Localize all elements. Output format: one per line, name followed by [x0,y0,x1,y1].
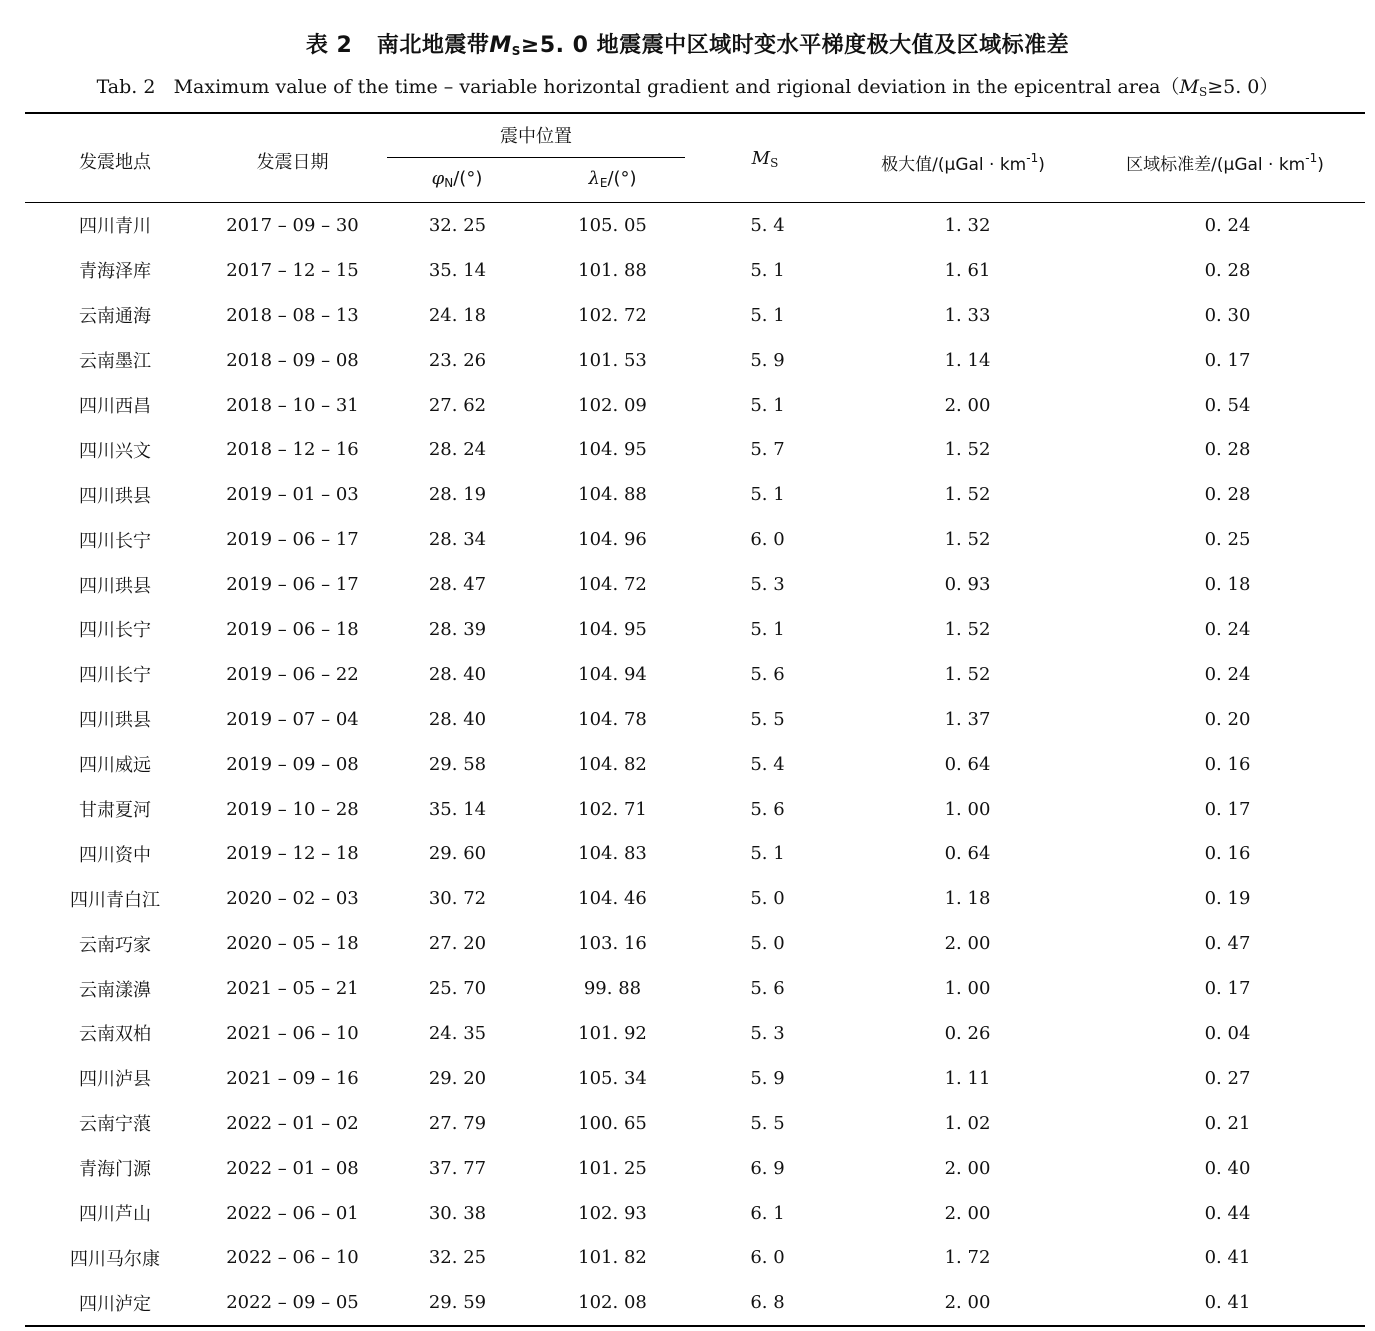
cell-magnitude: 5. 9 [750,1067,785,1089]
table-caption-chinese [0,28,1375,59]
cell-max-value: 2. 00 [944,1157,991,1179]
table-body [25,203,1365,1325]
cell-location: 四川威远 [79,755,151,777]
table-row [25,248,1365,293]
cell-max-value: 1. 11 [944,1067,991,1089]
cell-max-value: 1. 33 [944,304,991,326]
cell-magnitude: 5. 4 [750,214,785,236]
cell-longitude: 104. 83 [578,843,647,865]
cell-longitude: 104. 82 [578,753,647,775]
cell-max-value: 1. 72 [944,1247,991,1269]
cell-date: 2020 – 05 – 18 [226,933,359,955]
cell-magnitude: 5. 1 [750,304,785,326]
cell-date: 2018 – 10 – 31 [226,394,359,416]
lon-symbol: λ [588,168,600,189]
max-value-sup: -1 [1026,151,1039,165]
caption-cn-ms-sub: S [511,44,521,58]
cell-location: 甘肃夏河 [79,800,151,822]
cell-regional-sd: 0. 17 [1204,349,1251,371]
cell-regional-sd: 0. 20 [1204,708,1251,730]
caption-cn-text-after: ≥5. 0 地震震中区域时变水平梯度极大值及区域标准差 [520,33,1070,58]
cell-longitude: 99. 88 [583,978,642,1000]
cell-max-value: 1. 32 [944,214,991,236]
cell-regional-sd: 0. 54 [1204,394,1251,416]
cell-longitude: 102. 72 [578,304,647,326]
cell-max-value: 2. 00 [944,394,991,416]
cell-location: 四川珙县 [79,710,151,732]
cell-location: 四川长宁 [79,665,151,687]
cell-latitude: 27. 20 [428,933,487,955]
max-value-label: 极大值/(μGal · km [881,155,1027,175]
cell-location: 云南墨江 [79,351,151,373]
cell-magnitude: 5. 6 [750,663,785,685]
cell-magnitude: 5. 5 [750,1112,785,1134]
cell-latitude: 27. 79 [428,1112,487,1134]
table-row [25,921,1365,966]
regional-sd-label: 区域标准差/(μGal · km [1126,155,1306,175]
header-longitude [540,168,685,190]
cell-latitude: 24. 35 [428,1022,487,1044]
cell-longitude: 105. 34 [578,1067,647,1089]
caption-en-label: Tab. 2 [96,76,156,98]
cell-longitude: 104. 96 [578,529,647,551]
table-row [25,876,1365,921]
caption-en-text: Maximum value of the time – variable horizontal gradient and rigional deviation in the epicentral area（ [173,76,1180,98]
cell-magnitude: 5. 7 [750,439,785,461]
cell-longitude: 104. 94 [578,663,647,685]
epicenter-group-rule [387,157,685,158]
ms-sub: S [770,156,779,170]
table-row [25,1191,1365,1236]
cell-magnitude: 5. 6 [750,798,785,820]
cell-regional-sd: 0. 24 [1204,214,1251,236]
cell-max-value: 2. 00 [944,933,991,955]
cell-latitude: 29. 20 [428,1067,487,1089]
caption-cn-text-before: 南北地震带 [376,33,490,58]
cell-date: 2022 – 06 – 10 [226,1247,359,1269]
cell-max-value: 1. 52 [944,439,991,461]
cell-location: 四川芦山 [79,1204,151,1226]
cell-date: 2021 – 05 – 21 [226,978,359,1000]
cell-longitude: 104. 88 [578,484,647,506]
cell-max-value: 0. 93 [944,574,991,596]
cell-longitude: 100. 65 [578,1112,647,1134]
regional-sd-sup: -1 [1305,151,1318,165]
cell-location: 青海门源 [79,1159,151,1181]
header-max-value [848,150,1078,175]
cell-location: 四川长宁 [79,620,151,642]
lat-unit: /(°) [453,168,483,189]
cell-max-value: 0. 64 [944,843,991,865]
cell-magnitude: 5. 5 [750,708,785,730]
header-latitude [387,168,527,190]
cell-magnitude: 5. 1 [750,484,785,506]
table-row [25,742,1365,787]
cell-max-value: 1. 14 [944,349,991,371]
table-row [25,427,1365,472]
cell-location: 云南漾濞 [79,979,151,1001]
cell-latitude: 30. 38 [428,1202,487,1224]
lon-unit: /(°) [607,168,637,189]
cell-max-value: 1. 00 [944,798,991,820]
cell-max-value: 1. 52 [944,529,991,551]
table-row [25,966,1365,1011]
cell-longitude: 104. 72 [578,574,647,596]
cell-magnitude: 5. 0 [750,933,785,955]
cell-location: 云南通海 [79,306,151,328]
caption-en-ms-symbol: M [1179,76,1199,98]
cell-date: 2019 – 07 – 04 [226,708,359,730]
cell-longitude: 101. 88 [578,259,647,281]
table-row [25,293,1365,338]
header-magnitude [700,148,830,170]
cell-longitude: 104. 95 [578,439,647,461]
cell-date: 2019 – 01 – 03 [226,484,359,506]
cell-max-value: 1. 18 [944,888,991,910]
cell-date: 2022 – 09 – 05 [226,1292,359,1314]
cell-regional-sd: 0. 21 [1204,1112,1251,1134]
table-row [25,1280,1365,1325]
cell-max-value: 1. 00 [944,978,991,1000]
cell-magnitude: 5. 1 [750,618,785,640]
table-row [25,203,1365,248]
cell-longitude: 102. 71 [578,798,647,820]
cell-date: 2020 – 02 – 03 [226,888,359,910]
cell-longitude: 102. 08 [578,1292,647,1314]
cell-latitude: 28. 47 [428,574,487,596]
cell-longitude: 105. 05 [578,214,647,236]
cell-date: 2019 – 06 – 18 [226,618,359,640]
cell-location: 四川西昌 [79,396,151,417]
cell-magnitude: 5. 0 [750,888,785,910]
table-row [25,1146,1365,1191]
lat-sub: N [444,176,454,190]
cell-location: 四川青白江 [70,889,160,911]
cell-latitude: 29. 59 [428,1292,487,1314]
cell-location: 四川青川 [79,216,151,238]
table-row [25,1056,1365,1101]
cell-max-value: 1. 52 [944,663,991,685]
cell-regional-sd: 0. 25 [1204,529,1251,551]
cell-magnitude: 5. 9 [750,349,785,371]
cell-max-value: 1. 61 [944,259,991,281]
cell-max-value: 2. 00 [944,1292,991,1314]
header-location: 发震地点 [79,152,151,173]
cell-regional-sd: 0. 17 [1204,798,1251,820]
cell-date: 2018 – 12 – 16 [226,439,359,461]
cell-magnitude: 6. 1 [750,1202,785,1224]
table-row [25,607,1365,652]
cell-regional-sd: 0. 16 [1204,753,1251,775]
cell-regional-sd: 0. 16 [1204,843,1251,865]
cell-latitude: 27. 62 [428,394,487,416]
cell-latitude: 29. 58 [428,753,487,775]
cell-location: 四川珙县 [79,485,151,507]
header-epicenter-group: 震中位置 [500,126,572,147]
cell-date: 2019 – 10 – 28 [226,798,359,820]
table-row [25,517,1365,562]
cell-latitude: 32. 25 [428,214,487,236]
cell-longitude: 103. 16 [578,933,647,955]
cell-latitude: 24. 18 [428,304,487,326]
cell-max-value: 0. 64 [944,753,991,775]
cell-regional-sd: 0. 44 [1204,1202,1251,1224]
lon-sub: E [599,176,608,190]
caption-en-ms-sub: S [1198,85,1208,99]
table-row [25,1101,1365,1146]
cell-regional-sd: 0. 24 [1204,663,1251,685]
table-row [25,338,1365,383]
cell-date: 2018 – 08 – 13 [226,304,359,326]
cell-date: 2019 – 06 – 17 [226,574,359,596]
cell-date: 2022 – 01 – 02 [226,1112,359,1134]
table-row [25,652,1365,697]
table-row [25,1235,1365,1280]
cell-location: 四川珙县 [79,575,151,597]
cell-longitude: 101. 25 [578,1157,647,1179]
cell-max-value: 2. 00 [944,1202,991,1224]
cell-date: 2017 – 12 – 15 [226,259,359,281]
table-top-rule [25,112,1365,114]
cell-regional-sd: 0. 27 [1204,1067,1251,1089]
table-bottom-rule [25,1325,1365,1327]
cell-date: 2021 – 06 – 10 [226,1022,359,1044]
cell-magnitude: 5. 3 [750,1022,785,1044]
cell-magnitude: 5. 1 [750,843,785,865]
cell-regional-sd: 0. 40 [1204,1157,1251,1179]
cell-regional-sd: 0. 18 [1204,574,1251,596]
table-row [25,472,1365,517]
cell-longitude: 102. 09 [578,394,647,416]
cell-latitude: 28. 24 [428,439,487,461]
caption-en-text-after: ≥5. 0） [1207,76,1279,98]
lat-symbol: φ [431,168,445,189]
table-row [25,1011,1365,1056]
cell-regional-sd: 0. 17 [1204,978,1251,1000]
cell-regional-sd: 0. 28 [1204,484,1251,506]
cell-location: 四川泸定 [79,1293,151,1315]
cell-location: 四川马尔康 [70,1248,160,1270]
table-row [25,562,1365,607]
ms-symbol: M [751,148,771,169]
table-row [25,697,1365,742]
cell-longitude: 104. 95 [578,618,647,640]
cell-location: 四川长宁 [79,530,151,552]
regional-sd-close: ) [1317,155,1324,175]
cell-latitude: 28. 40 [428,663,487,685]
cell-magnitude: 6. 9 [750,1157,785,1179]
cell-date: 2021 – 09 – 16 [226,1067,359,1089]
table-row [25,831,1365,876]
cell-date: 2022 – 06 – 01 [226,1202,359,1224]
earthquake-data-table [25,203,1365,1325]
table-caption-english [0,72,1375,99]
cell-latitude: 28. 34 [428,529,487,551]
cell-date: 2019 – 09 – 08 [226,753,359,775]
cell-latitude: 37. 77 [428,1157,487,1179]
cell-magnitude: 5. 1 [750,394,785,416]
cell-date: 2017 – 09 – 30 [226,214,359,236]
cell-regional-sd: 0. 41 [1204,1247,1251,1269]
cell-date: 2019 – 06 – 22 [226,663,359,685]
cell-date: 2022 – 01 – 08 [226,1157,359,1179]
cell-longitude: 102. 93 [578,1202,647,1224]
cell-latitude: 28. 40 [428,708,487,730]
cell-latitude: 28. 39 [428,618,487,640]
cell-regional-sd: 0. 28 [1204,439,1251,461]
cell-date: 2019 – 06 – 17 [226,529,359,551]
cell-max-value: 1. 02 [944,1112,991,1134]
cell-regional-sd: 0. 28 [1204,259,1251,281]
max-value-close: ) [1038,155,1045,175]
cell-regional-sd: 0. 41 [1204,1292,1251,1314]
cell-latitude: 32. 25 [428,1247,487,1269]
cell-location: 四川资中 [79,844,151,866]
cell-latitude: 35. 14 [428,259,487,281]
cell-latitude: 30. 72 [428,888,487,910]
cell-max-value: 0. 26 [944,1022,991,1044]
cell-latitude: 29. 60 [428,843,487,865]
cell-regional-sd: 0. 30 [1204,304,1251,326]
header-regional-sd [1090,150,1360,175]
cell-regional-sd: 0. 47 [1204,933,1251,955]
cell-magnitude: 5. 1 [750,259,785,281]
cell-magnitude: 5. 4 [750,753,785,775]
cell-magnitude: 6. 8 [750,1292,785,1314]
cell-regional-sd: 0. 04 [1204,1022,1251,1044]
cell-longitude: 101. 82 [578,1247,647,1269]
cell-location: 青海泽库 [79,261,151,283]
cell-magnitude: 5. 3 [750,574,785,596]
cell-location: 云南巧家 [79,934,151,956]
cell-max-value: 1. 37 [944,708,991,730]
cell-date: 2018 – 09 – 08 [226,349,359,371]
caption-cn-ms-symbol: M [489,33,512,58]
cell-max-value: 1. 52 [944,484,991,506]
table-row [25,383,1365,428]
cell-magnitude: 6. 0 [750,529,785,551]
cell-location: 云南宁蒗 [79,1114,151,1136]
cell-latitude: 25. 70 [428,978,487,1000]
cell-latitude: 23. 26 [428,349,487,371]
table-row [25,787,1365,832]
caption-cn-label: 表 2 [305,33,353,58]
cell-magnitude: 5. 6 [750,978,785,1000]
cell-latitude: 35. 14 [428,798,487,820]
cell-regional-sd: 0. 24 [1204,618,1251,640]
cell-longitude: 104. 78 [578,708,647,730]
cell-location: 四川兴文 [79,440,151,462]
cell-regional-sd: 0. 19 [1204,888,1251,910]
cell-latitude: 28. 19 [428,484,487,506]
cell-location: 四川泸县 [79,1069,151,1091]
cell-location: 云南双柏 [79,1024,151,1046]
header-date: 发震日期 [256,152,329,173]
cell-date: 2019 – 12 – 18 [226,843,359,865]
cell-longitude: 101. 92 [578,1022,647,1044]
cell-magnitude: 6. 0 [750,1247,785,1269]
cell-longitude: 101. 53 [578,349,647,371]
cell-longitude: 104. 46 [578,888,647,910]
cell-max-value: 1. 52 [944,618,991,640]
